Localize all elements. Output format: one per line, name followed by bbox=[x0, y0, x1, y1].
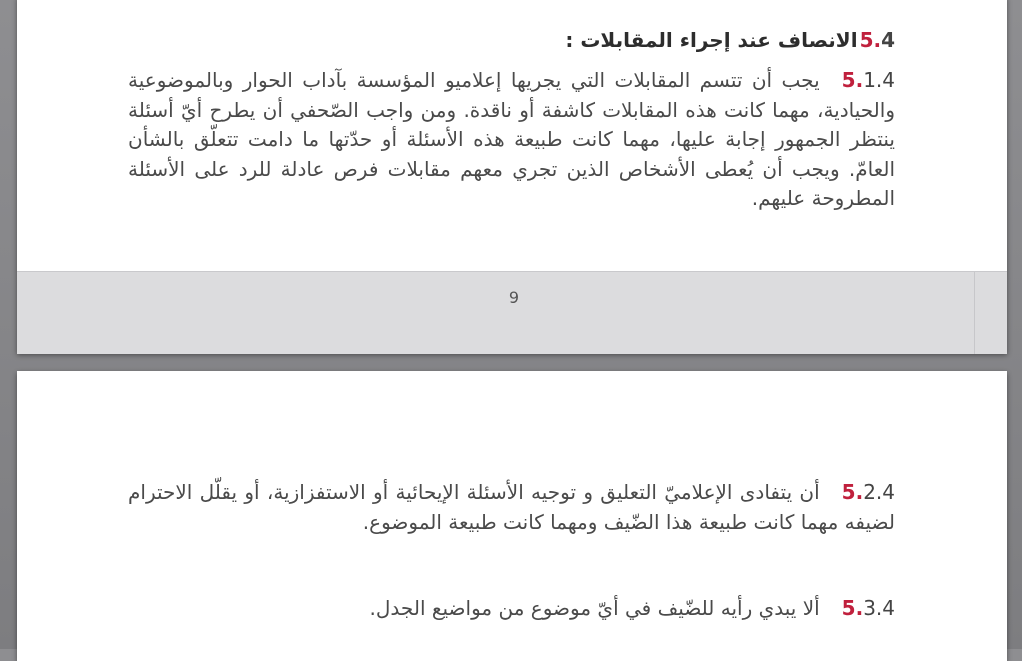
clause-number-rest: 2.4 bbox=[863, 480, 895, 504]
clause-number bbox=[842, 66, 895, 96]
clause-text: يجب أن تتسم المقابلات التي يجريها إعلاميو المؤسسة بآداب الحوار وبالموضوعية والحيادية، مهما كانت هذه المقابلات كاشفة أو ناقدة. ومن واجب الصّحفي أن يطرح أيّ أسئلة ينتظر الجمهور إجابة عليها، مهما كانت طبيعة هذه الأسئلة أو حدّتها ما دامت تتعلّق بالشأن العامّ. ويجب أن يُعطى الأشخاص الذين تجري معهم مقابلات فرص عادلة للرد على الأسئلة المطروحة عليهم. bbox=[128, 68, 895, 210]
clause-paragraph bbox=[128, 66, 895, 214]
clause-number-accent: 5. bbox=[841, 68, 864, 92]
clause-text: أن يتفادى الإعلاميّ التعليق و توجيه الأسئلة الإيحائية أو الاستفزازية، أو يقلّل الاحترام لضيفه مهما كانت طبيعة هذا الضّيف ومهما كانت طبيعة الموضوع. bbox=[128, 480, 895, 534]
page-number: 9 bbox=[508, 288, 520, 307]
clause-number bbox=[842, 594, 895, 624]
clause-number-rest: 1.4 bbox=[863, 68, 895, 92]
clause-text: ألا يبدي رأيه للضّيف في أيّ موضوع من مواضيع الجدل. bbox=[369, 596, 820, 620]
clause-number-rest: 3.4 bbox=[863, 596, 895, 620]
clause-number-accent: 5. bbox=[841, 596, 864, 620]
clause-paragraph bbox=[128, 478, 895, 537]
footer-divider bbox=[974, 272, 975, 354]
clause-number bbox=[842, 478, 895, 508]
clause-number-accent: 5. bbox=[841, 480, 864, 504]
page-footer bbox=[17, 271, 1007, 354]
section-heading bbox=[565, 28, 895, 52]
document-page-bottom bbox=[17, 371, 1007, 661]
section-number bbox=[860, 28, 895, 52]
section-heading-text: الانصاف عند إجراء المقابلات : bbox=[565, 28, 858, 52]
document-page-top bbox=[17, 0, 1007, 353]
section-number-accent: 5. bbox=[859, 28, 882, 52]
clause-paragraph bbox=[128, 594, 895, 624]
section-number-rest: 4 bbox=[881, 28, 895, 52]
